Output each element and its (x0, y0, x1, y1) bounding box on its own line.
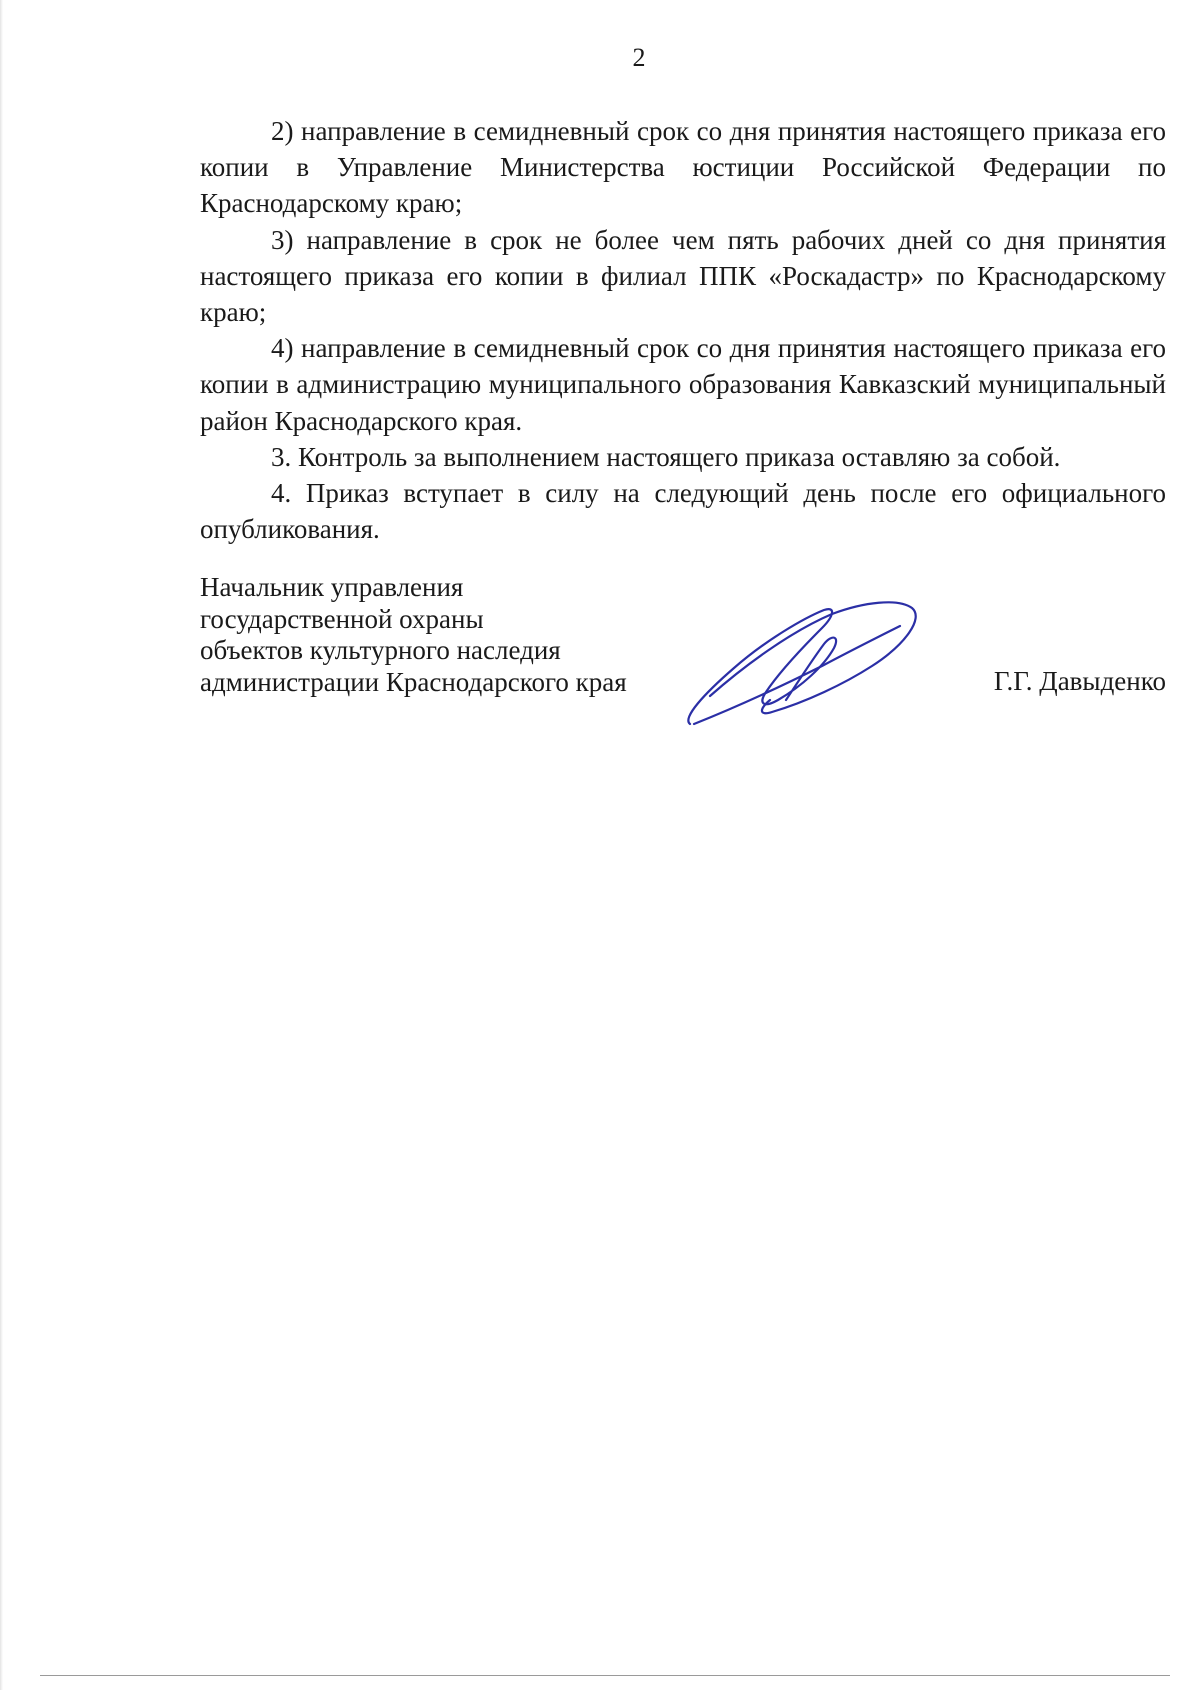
page-bottom-edge (40, 1675, 1170, 1676)
paragraph-item-3: 3) направление в срок не более чем пять рабочих дней со дня принятия настоящего приказа его копии в филиал ППК «Роскадастр» по Краснодарскому краю; (200, 224, 1166, 328)
paragraph-item-2: 2) направление в семидневный срок со дня принятия настоящего приказа его копии в Управление Министерства юстиции Российской Федерации по Краснодарскому краю; (200, 116, 1166, 219)
paragraph-effective-date: 4. Приказ вступает в силу на следующий день после его официального опубликования. (200, 478, 1166, 545)
scan-edge-shadow (0, 0, 3, 1690)
document-body (200, 113, 1166, 547)
position-line: объектов культурного наследия (200, 635, 561, 665)
handwritten-signature (674, 596, 932, 736)
position-line: Начальник управления (200, 572, 464, 602)
page-number: 2 (632, 43, 646, 72)
signatory-position (200, 572, 627, 698)
paragraph-item-4: 4) направление в семидневный срок со дня принятия настоящего приказа его копии в администрацию муниципального образования Кавказский муниципальный район Краснодарского края. (200, 333, 1166, 436)
signatory-name: Г.Г. Давыденко (993, 666, 1166, 696)
position-line: администрации Краснодарского края (200, 666, 627, 697)
paragraph-control: 3. Контроль за выполнением настоящего приказа оставляю за собой. (271, 441, 1061, 472)
position-line: государственной охраны (200, 603, 484, 634)
